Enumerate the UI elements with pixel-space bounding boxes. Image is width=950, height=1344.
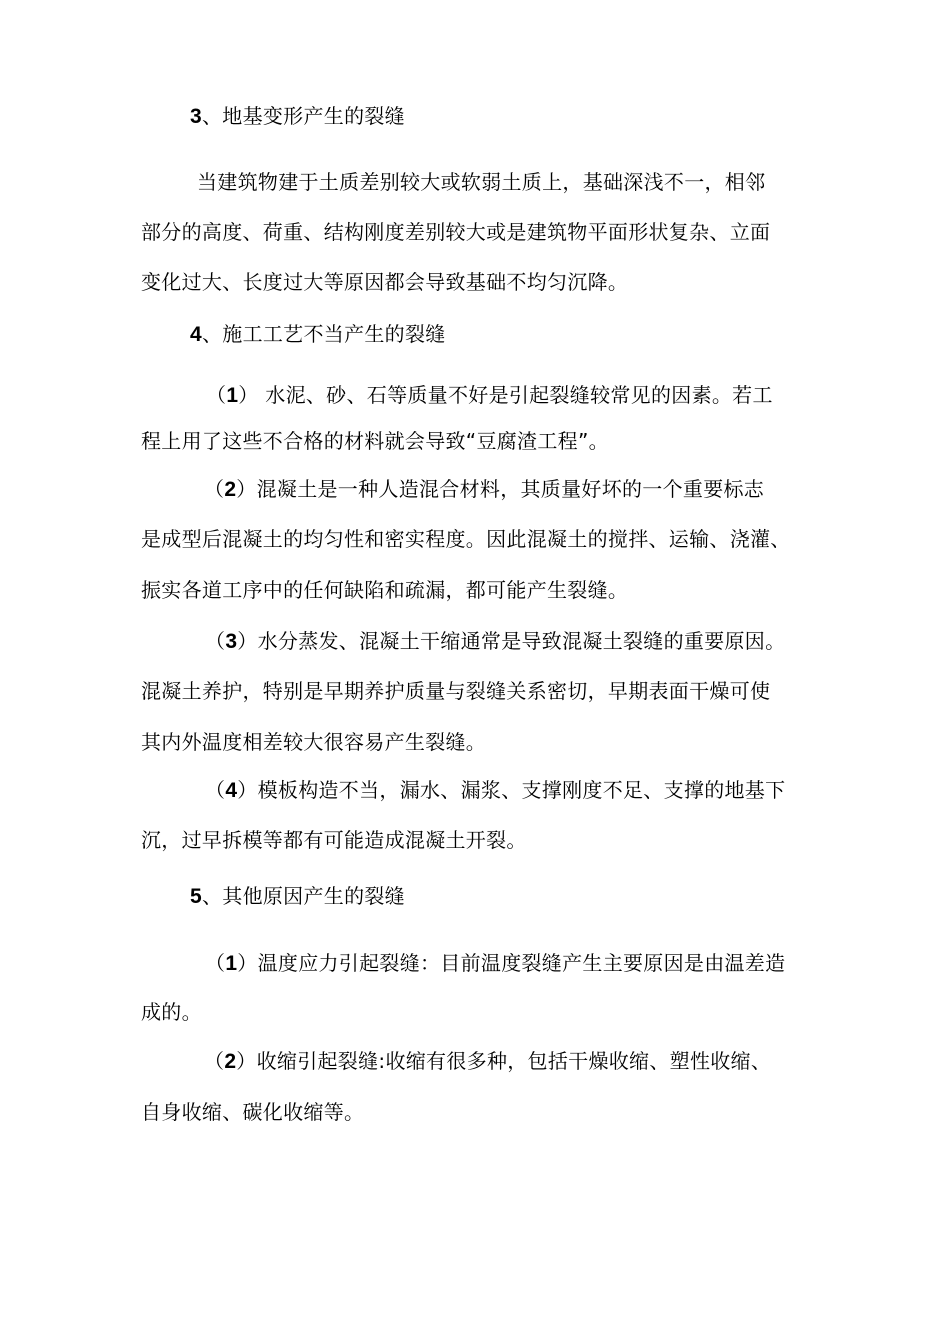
item-4-1-line-2: 程上用了这些不合格的材料就会导致“豆腐渣工程”。: [141, 429, 609, 453]
section-3-line-2: 部分的高度、荷重、结构刚度差别较大或是建筑物平面形状复杂、立面: [141, 220, 771, 244]
item-4-4-line-2: 沉，过早拆模等都有可能造成混凝土开裂。: [141, 828, 527, 852]
item-4-3-first-line: （3）水分蒸发、混凝土干缩通常是导致混凝土裂缝的重要原因。: [205, 629, 786, 653]
item-4-4-first-line: （4）模板构造不当，漏水、漏浆、支撑刚度不足、支撑的地基下: [205, 778, 786, 802]
section-3-line-1: 当建筑物建于土质差别较大或软弱土质上，基础深浅不一，相邻: [197, 170, 766, 194]
section-4-heading: 4、施工工艺不当产生的裂缝: [190, 322, 446, 346]
item-4-2-line-2: 是成型后混凝土的均匀性和密实程度。因此混凝土的搅拌、运输、浇灌、: [141, 527, 791, 551]
item-4-1-first-line: （1） 水泥、砂、石等质量不好是引起裂缝较常见的因素。若工: [206, 383, 773, 407]
item-5-2-first-line: （2）收缩引起裂缝:收缩有很多种，包括干燥收缩、塑性收缩、: [204, 1049, 772, 1073]
item-5-1-first-line: （1）温度应力引起裂缝：目前温度裂缝产生主要原因是由温差造: [205, 951, 786, 975]
item-4-2-line-3: 振实各道工序中的任何缺陷和疏漏，都可能产生裂缝。: [141, 578, 629, 602]
section-5-heading: 5、其他原因产生的裂缝: [190, 884, 405, 908]
item-4-2-first-line: （2）混凝土是一种人造混合材料，其质量好坏的一个重要标志: [204, 477, 765, 501]
item-5-2-line-2: 自身收缩、碳化收缩等。: [141, 1100, 365, 1124]
item-5-1-line-2: 成的。: [141, 1000, 202, 1024]
item-4-3-line-3: 其内外温度相差较大很容易产生裂缝。: [141, 730, 487, 754]
item-4-3-line-2: 混凝土养护，特别是早期养护质量与裂缝关系密切，早期表面干燥可使: [141, 679, 771, 703]
section-3-heading: 3、地基变形产生的裂缝: [190, 104, 405, 128]
section-3-line-3: 变化过大、长度过大等原因都会导致基础不均匀沉降。: [141, 270, 629, 294]
